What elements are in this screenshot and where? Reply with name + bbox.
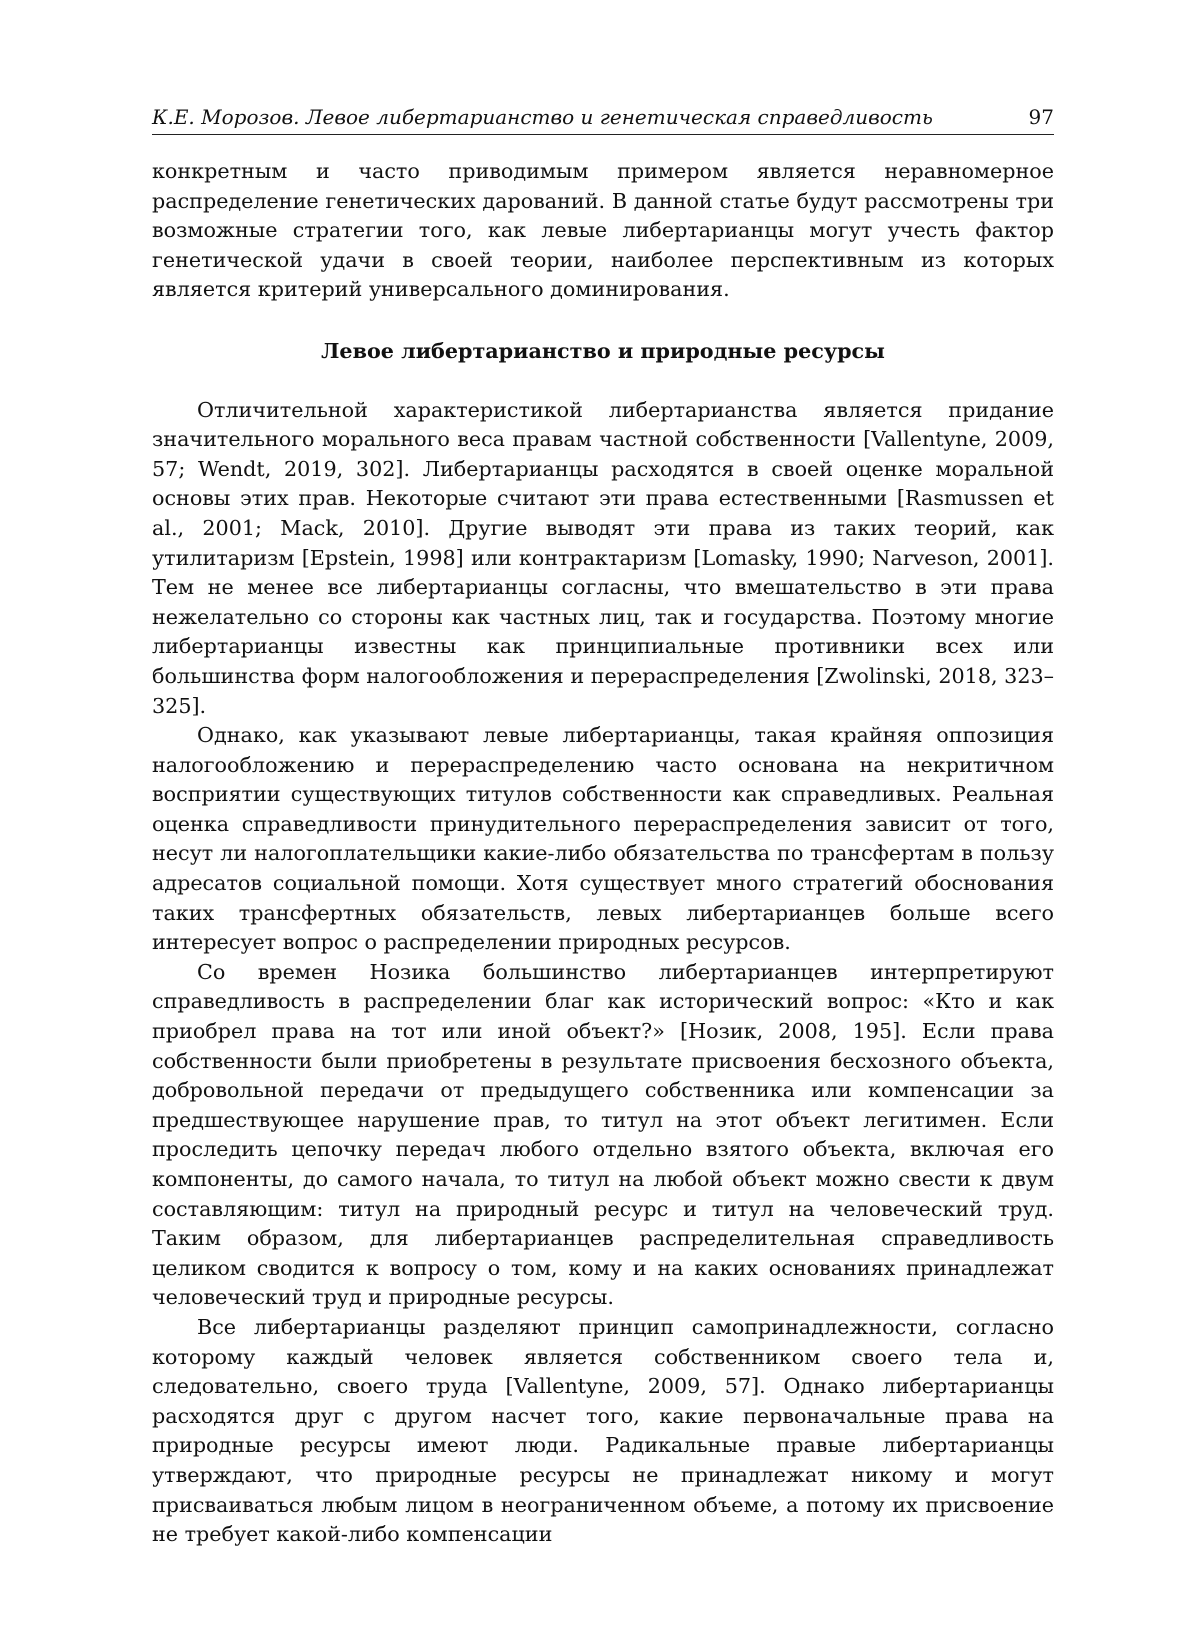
section-heading: Левое либертарианство и природные ресурсы bbox=[321, 338, 885, 363]
running-title: К.Е. Морозов. Левое либертарианство и генетическая справедливость bbox=[152, 105, 933, 129]
paragraph: Со времен Нозика большинство либертарианцев интерпретируют справедливость в распределении благ как исторический вопрос: «Кто и как приобрел права на тот или иной объект?» [Нозик, 2008, 195]. Если права собственности были приобретены в результате присвоения бесхозного объекта, добровольной передачи от предыдущего собственника или компенсации за предшествующее нарушение прав, то титул на этот объект легитимен. Если проследить цепочку передач любого отдельно взятого объекта, включая его компоненты, до самого начала, то титул на любой объект можно свести к двум составляющим: титул на природный ресурс и титул на человеческий труд. Таким образом, для либертарианцев распределительная справедливость целиком сводится к вопросу о том, кому и на каких основаниях принадлежат человеческий труд и природные ресурсы. bbox=[152, 959, 1054, 1310]
paragraph-continued: конкретным и часто приводимым примером является неравномерное распределение генетических дарований. В данной статье будут рассмотрены три возможные стратегии того, как левые либертарианцы могут учесть фактор генетической удачи в своей теории, наиболее перспективным из которых является критерий универсального доминирования. bbox=[152, 159, 1054, 302]
paragraph: Отличительной характеристикой либертарианства является придание значительного морального веса правам частной собственности [Vallentyne, 2009, 57; Wendt, 2019, 302]. Либертарианцы расходятся в своей оценке моральной основы этих прав. Некоторые считают эти права естественными [Rasmussen et al., 2001; Mack, 2010]. Другие выводят эти права из таких теорий, как утилитаризм [Epstein, 1998] или контрактаризм [Lomasky, 1990; Narveson, 2001]. Тем не менее все либертарианцы согласны, что вмешательство в эти права нежелательно со стороны как частных лиц, так и государства. Поэтому многие либертарианцы известны как принципиальные противники всех или большинства форм налогообложения и перераспределения [Zwolinski, 2018, 323–325]. bbox=[152, 397, 1054, 718]
paragraph: Все либертарианцы разделяют принцип самопринадлежности, согласно которому каждый человек является собственником своего тела и, следовательно, своего труда [Vallentyne, 2009, 57]. Однако либертарианцы расходятся друг с другом насчет того, какие первоначальные права на природные ресурсы имеют люди. Радикальные правые либертарианцы утверждают, что природные ресурсы не принадлежат никому и могут присваиваться любым лицом в неограниченном объеме, а потому их присвоение не требует какой-либо компенсации bbox=[152, 1314, 1054, 1547]
running-header bbox=[152, 104, 1054, 135]
page-number: 97 bbox=[1028, 105, 1054, 129]
paragraph: Однако, как указывают левые либертарианцы, такая крайняя оппозиция налогообложению и перераспределению часто основана на некритичном восприятии существующих титулов собственности как справедливых. Реальная оценка справедливости принудительного перераспределения зависит от того, несут ли налогоплательщики какие-либо обязательства по трансфертам в пользу адресатов социальной помощи. Хотя существует много стратегий обоснования таких трансфертных обязательств, левых либертарианцев больше всего интересует вопрос о распределении природных ресурсов. bbox=[152, 723, 1054, 955]
body-text bbox=[152, 157, 1054, 1550]
